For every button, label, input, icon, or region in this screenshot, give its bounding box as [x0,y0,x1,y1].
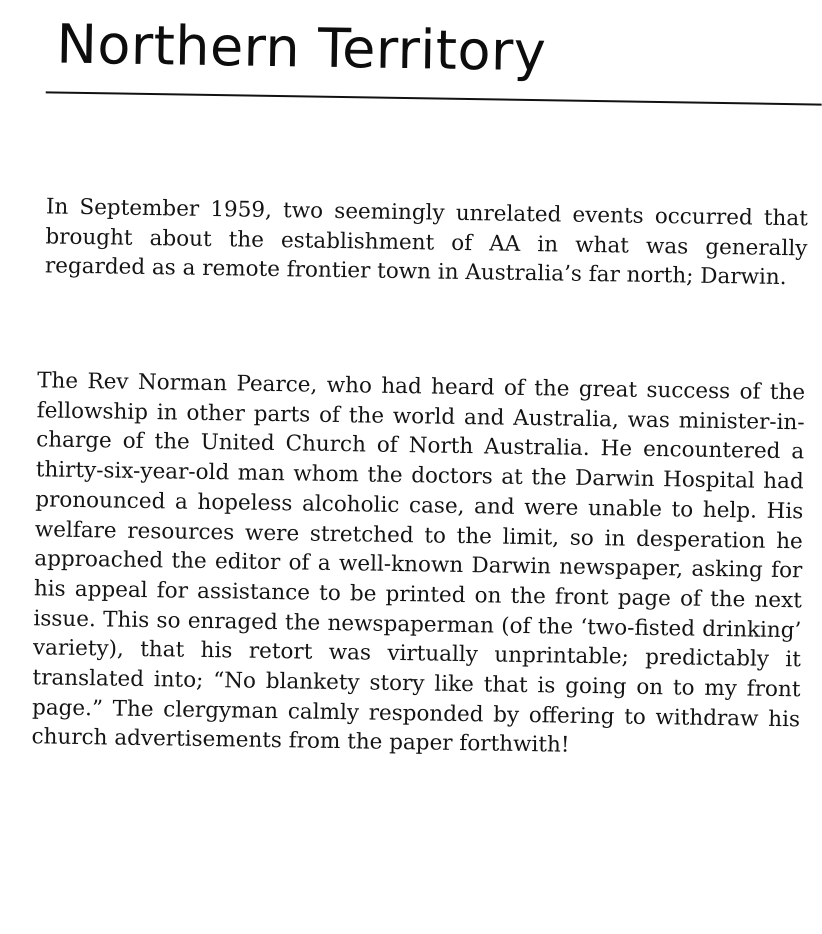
page-title: Northern Territory [55,12,547,84]
title-underline [46,91,822,105]
body-paragraph-2: The Rev Norman Pearce, who had heard of the great success of the fellowship in other parts of the world and Australia, was minister-in-charge of the United Church of North Australia. He encountered a thirty-six-year-old man whom the doctors at the Darwin Hospital had pronounced a hopeless alcoholic case, and were unable to help. His welfare resources were stretched to the limit, so in desperation he approached the editor of a well-known Darwin newspaper, asking for his appeal for assistance to be printed on the front page of the next issue. This so enraged the newspaperman (of the ‘two-fisted drinking’ variety), that his retort was virtually unprintable; predictably it translated into; “No blankety story like that is going on to my front page.” The clergyman calmly responded by offering to withdraw his church advertisements from the paper forthwith! [31,368,806,759]
body-paragraph-1: In September 1959, two seemingly unrelated events occurred that brought about the establishment of AA in what was generally regarded as a remote frontier town in Australia’s far north; Darwin. [44,194,809,291]
